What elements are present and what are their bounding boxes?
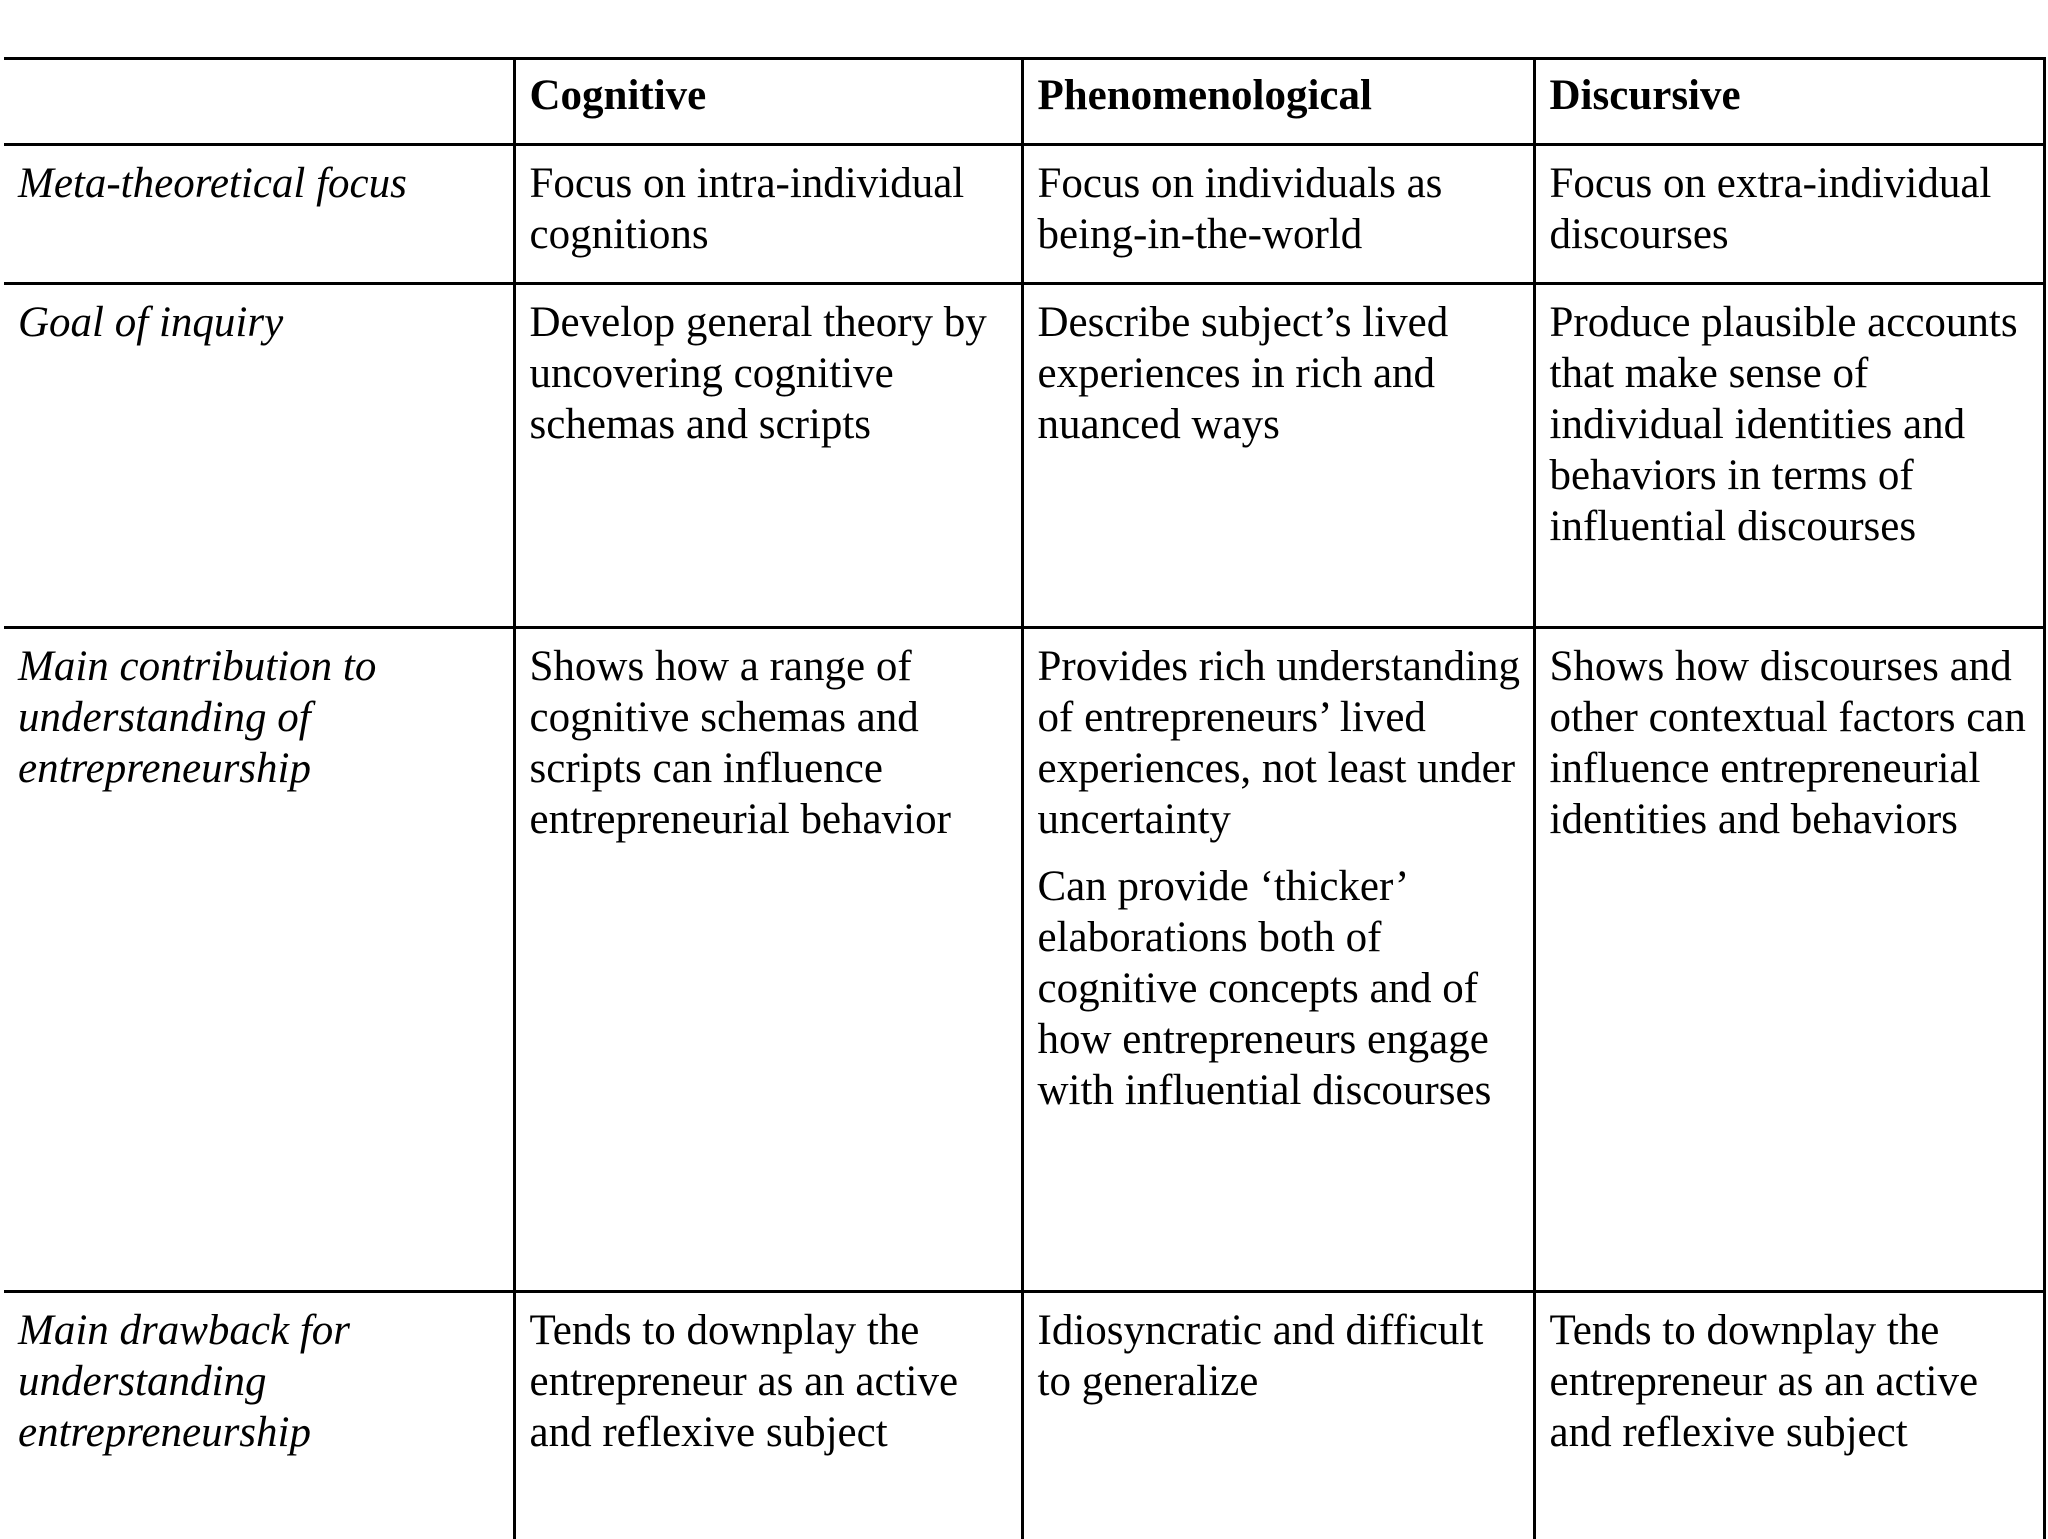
table-row xyxy=(4,284,2044,628)
cell-phenomenological xyxy=(1022,628,1534,1292)
row-label-main-drawback: Main drawback for understanding entrepreneurship xyxy=(4,1292,514,1539)
header-empty-cell xyxy=(4,59,514,145)
header-cognitive: Cognitive xyxy=(514,59,1022,145)
cell-paragraph: Provides rich understanding of entrepreneurs’ lived experiences, not least under uncertainty xyxy=(1038,641,1523,845)
cell-paragraph: Can provide ‘thicker’ elaborations both of cognitive concepts and of how entrepreneurs engage with influential discourses xyxy=(1038,861,1523,1116)
row-label-meta-theoretical-focus: Meta-theoretical focus xyxy=(4,145,514,284)
cell-phenomenological: Focus on individuals as being-in-the-world xyxy=(1022,145,1534,284)
table-row xyxy=(4,628,2044,1292)
cell-discursive: Tends to downplay the entrepreneur as an active and reflexive subject xyxy=(1534,1292,2044,1539)
table-row xyxy=(4,1292,2044,1539)
header-discursive: Discursive xyxy=(1534,59,2044,145)
table-row xyxy=(4,145,2044,284)
header-row xyxy=(4,59,2044,145)
row-label-main-contribution: Main contribution to understanding of entrepreneurship xyxy=(4,628,514,1292)
comparison-table-container xyxy=(4,57,2044,1539)
cell-phenomenological: Describe subject’s lived experiences in rich and nuanced ways xyxy=(1022,284,1534,628)
comparison-table xyxy=(4,57,2046,1539)
header-phenomenological: Phenomenological xyxy=(1022,59,1534,145)
cell-phenomenological: Idiosyncratic and difficult to generalize xyxy=(1022,1292,1534,1539)
cell-cognitive: Shows how a range of cognitive schemas and scripts can influence entrepreneurial behavior xyxy=(514,628,1022,1292)
cell-cognitive: Focus on intra-individual cognitions xyxy=(514,145,1022,284)
cell-cognitive: Tends to downplay the entrepreneur as an active and reflexive subject xyxy=(514,1292,1022,1539)
cell-discursive: Focus on extra-individual discourses xyxy=(1534,145,2044,284)
cell-discursive: Produce plausible accounts that make sense of individual identities and behaviors in terms of influential discourses xyxy=(1534,284,2044,628)
row-label-goal-of-inquiry: Goal of inquiry xyxy=(4,284,514,628)
cell-cognitive: Develop general theory by uncovering cognitive schemas and scripts xyxy=(514,284,1022,628)
cell-discursive: Shows how discourses and other contextual factors can influence entrepreneurial identities and behaviors xyxy=(1534,628,2044,1292)
